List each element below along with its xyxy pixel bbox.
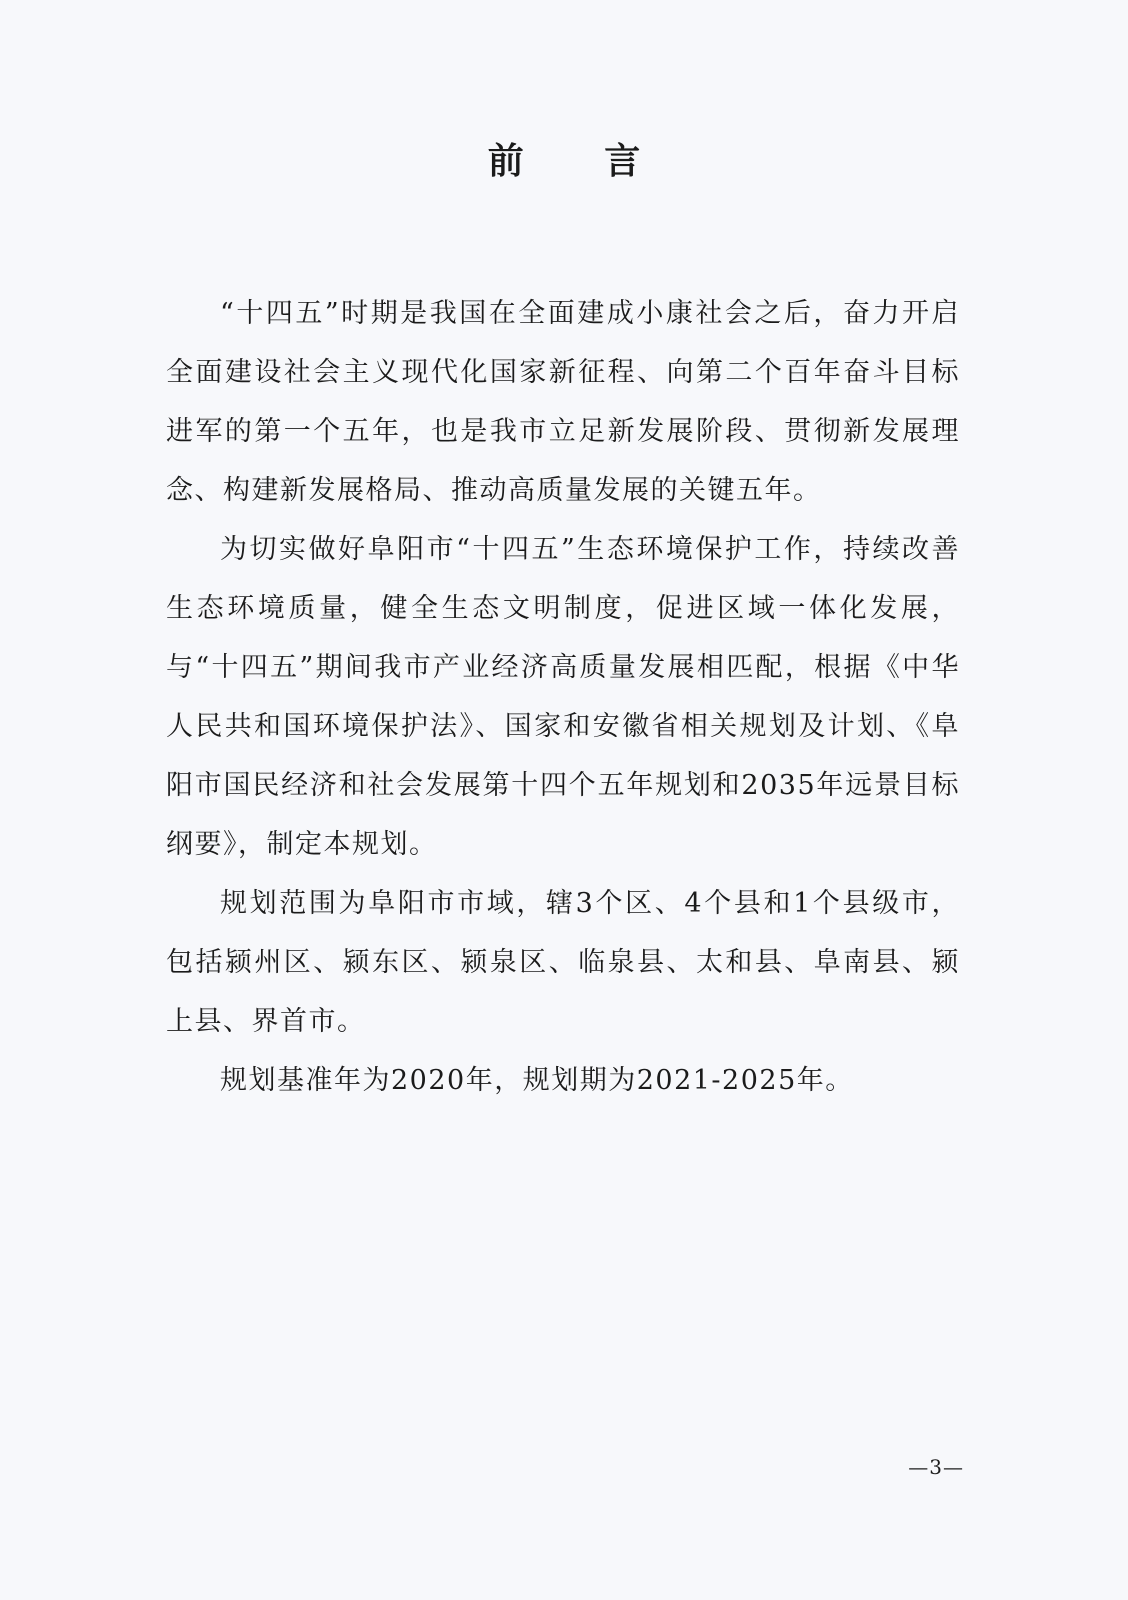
page-number: —3— (908, 1455, 964, 1479)
page-title: 前 言 (487, 141, 675, 182)
paragraph-scope: 规划范围为阜阳市市域，辖3个区、4个县和1个县级市，包括颍州区、颍东区、颍泉区、临泉县、太和县、阜南县、颍上县、界首市。 (166, 888, 960, 1037)
paragraph-period: 规划基准年为2020年，规划期为2021-2025年。 (220, 1065, 854, 1096)
paragraph-purpose: 为切实做好阜阳市“十四五”生态环境保护工作，持续改善生态环境质量，健全生态文明制度，促进区域一体化发展，与“十四五”期间我市产业经济高质量发展相匹配，根据《中华人民共和国环境保护法》、国家和安徽省相关规划及计划、《阜阳市国民经济和社会发展第十四个五年规划和2035年远景目标纲要》，制定本规划。 (166, 534, 960, 860)
body-text (166, 284, 960, 1110)
paragraph-intro: “十四五”时期是我国在全面建成小康社会之后，奋力开启全面建设社会主义现代化国家新征程、向第二个百年奋斗目标进军的第一个五年，也是我市立足新发展阶段、贯彻新发展理念、构建新发展格局、推动高质量发展的关键五年。 (166, 298, 960, 506)
